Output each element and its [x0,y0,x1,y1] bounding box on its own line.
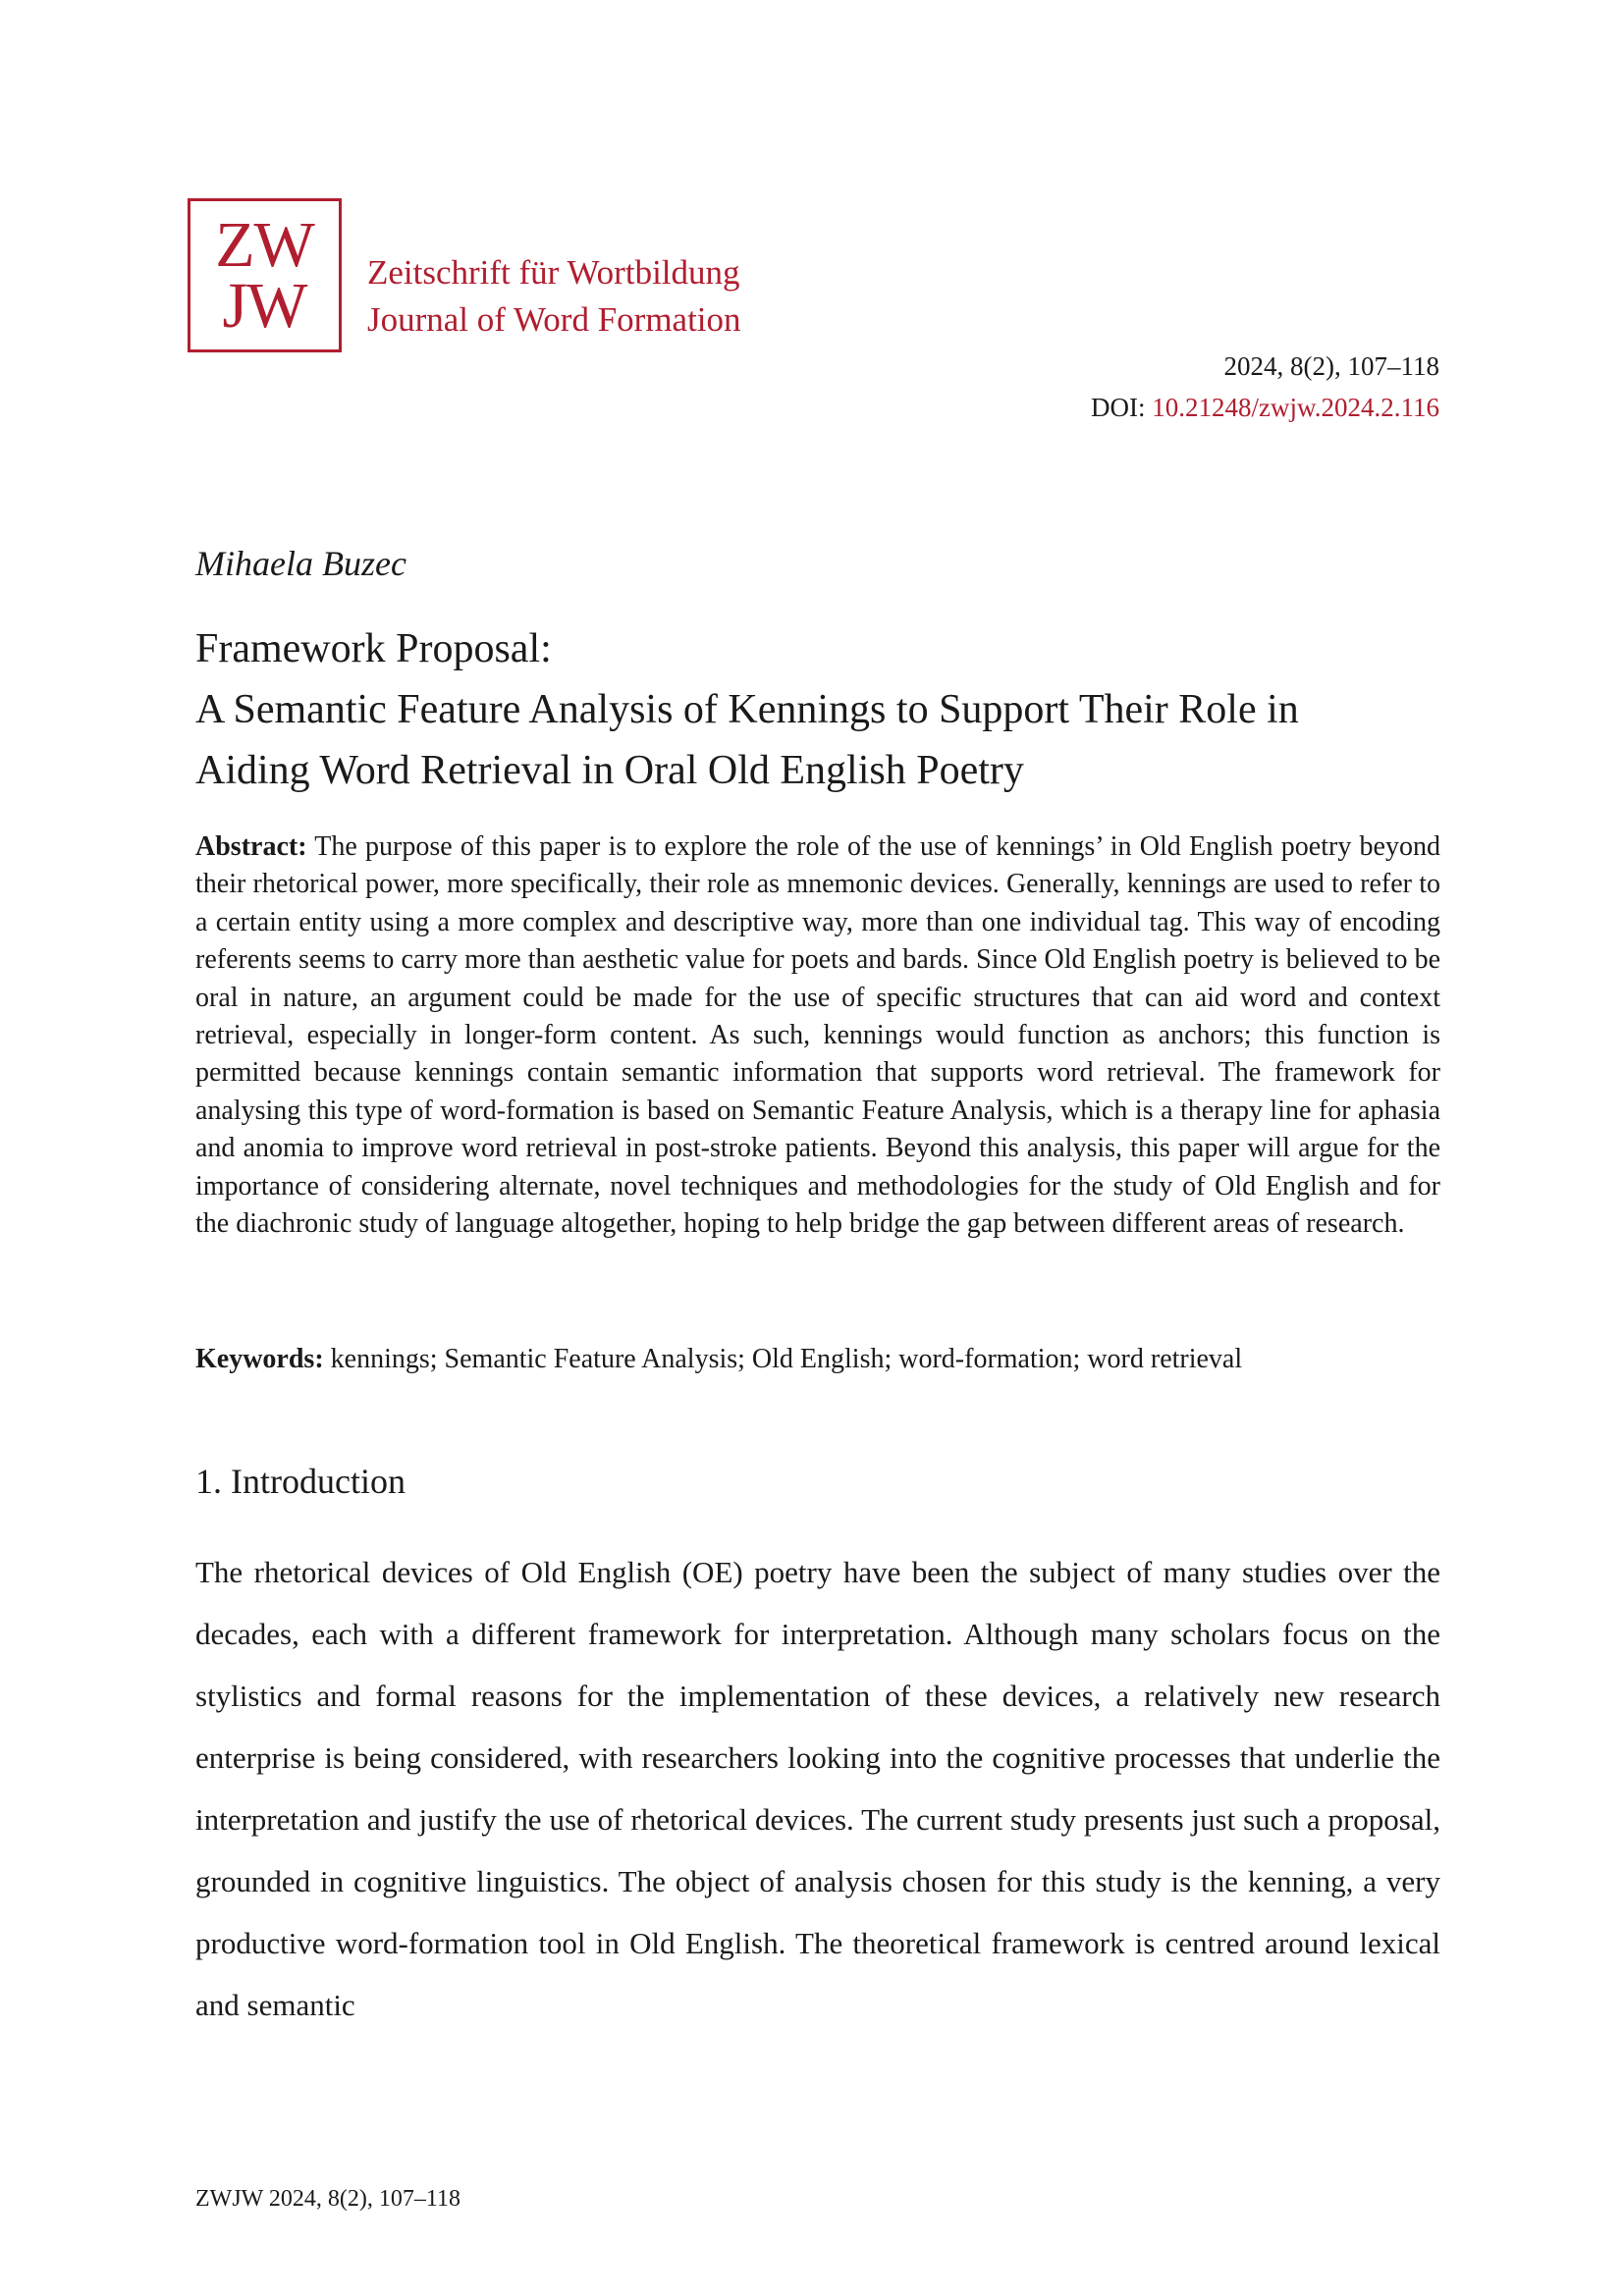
title-line-1: Framework Proposal: [195,626,552,671]
logo-line-2: JW [222,269,307,342]
journal-logo [188,198,342,352]
keywords-label: Keywords: [195,1344,324,1374]
doi-link[interactable]: 10.21248/zwjw.2024.2.116 [1152,393,1439,422]
journal-name-german: Zeitschrift für Wortbildung [367,253,740,292]
keywords-text: kennings; Semantic Feature Analysis; Old English; word-formation; word retrieval [323,1344,1243,1374]
logo-line-1: ZW [215,208,314,281]
section-heading: 1. Introduction [195,1462,406,1501]
abstract-label: Abstract: [195,831,307,862]
article-title [195,618,1442,801]
doi-label: DOI: [1091,393,1153,422]
body-paragraph: The rhetorical devices of Old English (OE) poetry have been the subject of many studies over the decades, each with a different framework for interpretation. Although many scholars focus on the stylistics and formal reasons for the implementation of these devices, a relatively new research enterprise is being considered, with researchers looking into the cognitive processes that underlie the interpretation and justify the use of rhetorical devices. The current study presents just such a proposal, grounded in cognitive linguistics. The object of analysis chosen for this study is the kenning, a very productive word-formation tool in Old English. The theoretical framework is centred around lexical and semantic [195,1555,1440,2022]
doi-line [1091,387,1439,428]
title-line-2: A Semantic Feature Analysis of Kennings to Support Their Role in [195,687,1299,732]
title-line-3: Aiding Word Retrieval in Oral Old English Poetry [195,748,1024,793]
abstract [195,828,1440,1243]
abstract-text: The purpose of this paper is to explore the role of the use of kennings’ in Old English poetry beyond their rhetorical power, more specifically, their role as mnemonic devices. Generally, kennings are used to refer to a certain entity using a more complex and descriptive way, more than one individual tag. This way of encoding referents seems to carry more than aesthetic value for poets and bards. Since Old English poetry is believed to be oral in nature, an argument could be made for the use of specific structures that can aid word and context retrieval, especially in longer-form content. As such, kennings would function as anchors; this function is permitted because kennings contain semantic information that supports word retrieval. The framework for analysing this type of word-formation is based on Semantic Feature Analysis, which is a therapy line for aphasia and anomia to improve word retrieval in post-stroke patients. Beyond this analysis, this paper will argue for the importance of considering alternate, novel techniques and methodologies for the study of Old English and for the diachronic study of language altogether, hoping to help bridge the gap between different areas of research. [195,831,1440,1240]
keywords [195,1341,1440,1378]
journal-name [367,249,741,344]
citation-block [1091,346,1439,428]
journal-name-english: Journal of Word Formation [367,300,741,339]
author-name: Mihaela Buzec [195,544,406,583]
citation-volume: 2024, 8(2), 107–118 [1223,351,1439,381]
page-footer: ZWJW 2024, 8(2), 107–118 [195,2186,460,2212]
